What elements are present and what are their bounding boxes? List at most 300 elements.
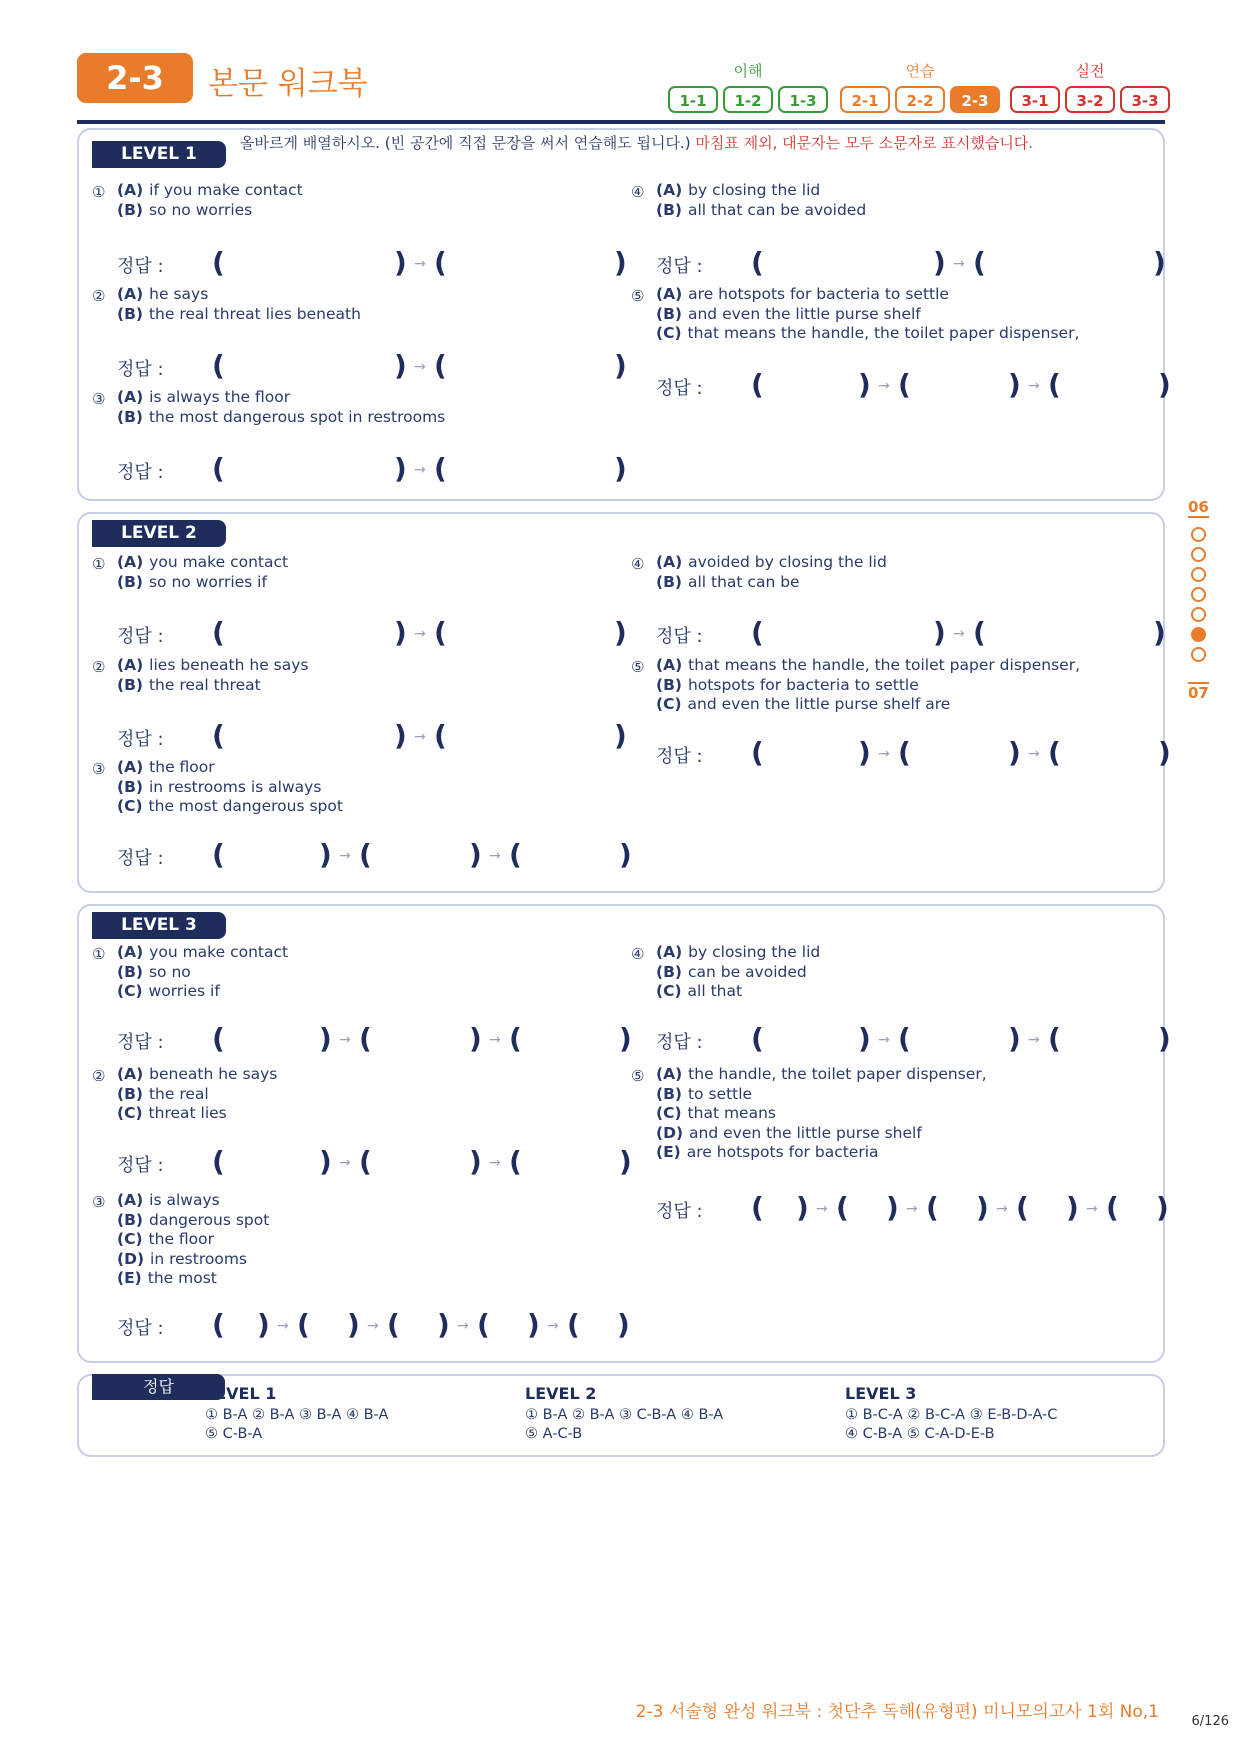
option-text: all that can be avoided (687, 200, 867, 219)
question-number-l1-q5: ⑤ (631, 287, 645, 305)
option-key: (B) (117, 1210, 143, 1229)
option-key: (B) (656, 1084, 682, 1103)
arrow-icon: → (414, 462, 426, 478)
close-paren: ) (614, 246, 627, 279)
option-l1-q4-1 (656, 181, 820, 201)
open-paren: ( (212, 719, 225, 752)
answer-label: 정답 : (117, 1155, 164, 1176)
open-paren: ( (567, 1308, 580, 1341)
answer-label: 정답 : (117, 462, 164, 483)
open-paren: ( (1106, 1191, 1119, 1224)
answer-key-level1: LEVEL 1 (205, 1384, 277, 1403)
tab-3-2[interactable]: 3-2 (1065, 86, 1115, 113)
option-text: you make contact (149, 553, 289, 571)
option-text: he says (149, 285, 209, 303)
open-paren: ( (973, 616, 986, 649)
open-paren: ( (898, 1022, 911, 1055)
close-paren: ) (1156, 1191, 1169, 1224)
answer-label: 정답 : (117, 1032, 164, 1053)
option-key: (B) (117, 1084, 143, 1103)
arrow-icon: → (878, 1032, 890, 1048)
option-key: (B) (656, 200, 682, 219)
open-paren: ( (509, 838, 522, 871)
open-paren: ( (359, 1145, 372, 1178)
answer-label: 정답 : (117, 1318, 164, 1339)
option-key: (B) (117, 407, 143, 426)
level2-label: LEVEL 2 (92, 520, 226, 547)
option-text: the real (148, 1084, 209, 1103)
option-text: all that (687, 982, 743, 1000)
level3-box (77, 904, 1165, 1363)
page-title: 본문 워크북 (208, 66, 368, 102)
option-key: (D) (117, 1249, 145, 1268)
open-paren: ( (751, 1022, 764, 1055)
open-paren: ( (212, 616, 225, 649)
option-text: so no worries (148, 200, 253, 219)
arrow-icon: → (367, 1318, 379, 1334)
option-l1-q2-2 (117, 305, 361, 325)
option-key: (B) (117, 675, 143, 694)
open-paren: ( (1048, 1022, 1061, 1055)
arrow-icon: → (489, 1155, 501, 1171)
close-paren: ) (976, 1191, 989, 1224)
option-key: (D) (656, 1123, 684, 1142)
open-paren: ( (212, 452, 225, 485)
answer-key-level1-line2: ⑤ C-B-A (205, 1426, 263, 1442)
option-text: that means the handle, the toilet paper dispenser, (687, 324, 1080, 342)
option-text: dangerous spot (148, 1210, 270, 1229)
answer-key-level3: LEVEL 3 (845, 1384, 917, 1403)
answer-line-l3-q5[interactable] (656, 1193, 1176, 1227)
option-text: avoided by closing the lid (688, 553, 887, 571)
option-key: (B) (117, 304, 143, 323)
side-dot-2[interactable] (1191, 547, 1206, 562)
side-dot-1[interactable] (1191, 527, 1206, 542)
instruction-main: 올바르게 배열하시오. (빈 공간에 직접 문장을 써서 연습해도 됩니다.) (240, 134, 691, 152)
option-text: beneath he says (149, 1065, 278, 1083)
option-l3-q5-2 (656, 1085, 752, 1105)
close-paren: ) (469, 838, 482, 871)
option-l3-q4-1 (656, 943, 820, 963)
close-paren: ) (1158, 1022, 1171, 1055)
close-paren: ) (394, 616, 407, 649)
close-paren: ) (1008, 1022, 1021, 1055)
option-l3-q5-1 (656, 1065, 987, 1085)
option-l3-q3-2 (117, 1211, 269, 1231)
option-text: worries if (148, 982, 220, 1000)
option-text: the most (147, 1269, 217, 1287)
option-key: (A) (117, 181, 144, 199)
question-number-l1-q4: ④ (631, 183, 645, 201)
close-paren: ) (858, 1022, 871, 1055)
tab-2-3[interactable]: 2-3 (950, 86, 1000, 113)
answer-line-l1-q4[interactable] (656, 248, 1176, 282)
close-paren: ) (319, 838, 332, 871)
close-paren: ) (469, 1022, 482, 1055)
answer-line-l3-q3[interactable] (117, 1310, 637, 1344)
option-text: by closing the lid (688, 943, 821, 961)
option-l3-q5-3 (656, 1104, 776, 1124)
answer-line-l1-q2[interactable] (117, 351, 637, 385)
side-dot-7[interactable] (1191, 647, 1206, 662)
open-paren: ( (751, 368, 764, 401)
option-l3-q2-3 (117, 1104, 227, 1124)
close-paren: ) (257, 1308, 270, 1341)
option-key: (E) (117, 1269, 142, 1287)
option-l3-q2-1 (117, 1065, 277, 1085)
answer-label: 정답 : (656, 1201, 703, 1222)
open-paren: ( (973, 246, 986, 279)
option-text: the most dangerous spot (148, 797, 343, 815)
close-paren: ) (469, 1145, 482, 1178)
open-paren: ( (477, 1308, 490, 1341)
option-l1-q3-2 (117, 408, 445, 428)
option-key: (A) (117, 656, 144, 674)
arrow-icon: → (996, 1201, 1008, 1217)
close-paren: ) (1008, 368, 1021, 401)
answer-line-l1-q5[interactable] (656, 370, 1176, 404)
open-paren: ( (212, 1308, 225, 1341)
option-l2-q5-2 (656, 676, 919, 696)
open-paren: ( (212, 838, 225, 871)
question-number-l2-q4: ④ (631, 555, 645, 573)
option-key: (E) (656, 1143, 681, 1161)
option-key: (B) (117, 572, 143, 591)
open-paren: ( (297, 1308, 310, 1341)
tab-1-1[interactable]: 1-1 (668, 86, 718, 113)
option-key: (A) (117, 1191, 144, 1209)
close-paren: ) (858, 368, 871, 401)
answer-line-l2-q5[interactable] (656, 738, 1176, 772)
option-l1-q1-2 (117, 201, 252, 221)
answer-line-l3-q4[interactable] (656, 1024, 1176, 1058)
option-l1-q3-1 (117, 388, 290, 408)
option-text: the real threat lies beneath (148, 304, 361, 323)
answer-key-badge: 정답 (92, 1374, 225, 1400)
option-key: (B) (117, 200, 143, 219)
arrow-icon: → (878, 378, 890, 394)
group-label-real: 실전 (1075, 62, 1105, 80)
option-key: (C) (117, 1104, 143, 1122)
arrow-icon: → (489, 848, 501, 864)
option-l3-q5-5 (656, 1143, 879, 1163)
option-text: threat lies (148, 1104, 227, 1122)
option-l3-q1-3 (117, 982, 220, 1002)
answer-key-level2: LEVEL 2 (525, 1384, 597, 1403)
close-paren: ) (347, 1308, 360, 1341)
option-key: (A) (117, 388, 144, 406)
arrow-icon: → (489, 1032, 501, 1048)
tab-1-3[interactable]: 1-3 (778, 86, 828, 113)
answer-label: 정답 : (117, 256, 164, 277)
option-l3-q3-4 (117, 1250, 247, 1270)
close-paren: ) (1066, 1191, 1079, 1224)
option-l2-q3-2 (117, 778, 321, 798)
option-text: so no worries if (148, 572, 267, 591)
open-paren: ( (898, 736, 911, 769)
close-paren: ) (619, 1145, 632, 1178)
option-text: and even the little purse shelf are (687, 695, 951, 713)
close-paren: ) (394, 452, 407, 485)
option-key: (B) (656, 962, 682, 981)
option-l1-q5-3 (656, 324, 1079, 344)
tab-2-1[interactable]: 2-1 (840, 86, 890, 113)
option-l3-q3-1 (117, 1191, 220, 1211)
option-text: lies beneath he says (149, 656, 309, 674)
close-paren: ) (886, 1191, 899, 1224)
option-text: is always the floor (149, 388, 291, 406)
answer-key-level3-line2: ④ C-B-A ⑤ C-A-D-E-B (845, 1426, 995, 1442)
option-l3-q1-1 (117, 943, 288, 963)
option-text: the floor (148, 1230, 215, 1248)
close-paren: ) (933, 616, 946, 649)
option-key: (A) (656, 943, 683, 961)
page-number: 6/126 (1191, 1714, 1229, 1729)
option-key: (C) (656, 982, 682, 1000)
option-key: (A) (656, 181, 683, 199)
answer-line-l1-q3[interactable] (117, 454, 637, 488)
close-paren: ) (1153, 246, 1166, 279)
option-key: (A) (117, 553, 144, 571)
option-text: in restrooms is always (148, 777, 322, 796)
option-text: by closing the lid (688, 181, 821, 199)
arrow-icon: → (339, 848, 351, 864)
answer-label: 정답 : (117, 729, 164, 750)
close-paren: ) (1008, 736, 1021, 769)
close-paren: ) (394, 719, 407, 752)
open-paren: ( (751, 1191, 764, 1224)
option-text: can be avoided (687, 962, 807, 981)
close-paren: ) (437, 1308, 450, 1341)
open-paren: ( (751, 736, 764, 769)
arrow-icon: → (906, 1201, 918, 1217)
header-divider (77, 120, 1165, 124)
option-key: (A) (656, 553, 683, 571)
footer-title: 2-3 서술형 완성 워크북 : 첫단추 독해(유형편) 미니모의고사 1회 No,1 (635, 1702, 1159, 1722)
option-l1-q4-2 (656, 201, 866, 221)
option-key: (B) (656, 675, 682, 694)
question-number-l2-q1: ① (92, 555, 106, 573)
arrow-icon: → (457, 1318, 469, 1334)
option-l3-q5-4 (656, 1124, 922, 1144)
side-dot-6[interactable] (1191, 627, 1206, 642)
open-paren: ( (212, 1145, 225, 1178)
option-l2-q4-2 (656, 573, 800, 593)
close-paren: ) (319, 1145, 332, 1178)
close-paren: ) (394, 349, 407, 382)
option-l2-q5-3 (656, 695, 950, 715)
close-paren: ) (614, 349, 627, 382)
question-number-l2-q2: ② (92, 658, 106, 676)
open-paren: ( (212, 1022, 225, 1055)
answer-label: 정답 : (656, 626, 703, 647)
open-paren: ( (751, 616, 764, 649)
option-text: you make contact (149, 943, 289, 961)
option-key: (C) (656, 695, 682, 713)
open-paren: ( (434, 452, 447, 485)
side-page-bottom: 07 (1188, 684, 1209, 702)
side-dot-4[interactable] (1191, 587, 1206, 602)
open-paren: ( (434, 719, 447, 752)
close-paren: ) (1153, 616, 1166, 649)
answer-line-l2-q4[interactable] (656, 618, 1176, 652)
option-text: the handle, the toilet paper dispenser, (688, 1065, 987, 1083)
open-paren: ( (898, 368, 911, 401)
option-text: are hotspots for bacteria to settle (688, 285, 949, 303)
open-paren: ( (212, 349, 225, 382)
option-l1-q2-1 (117, 285, 208, 305)
side-dot-3[interactable] (1191, 567, 1206, 582)
option-l3-q3-3 (117, 1230, 214, 1250)
option-text: the floor (149, 758, 215, 776)
option-l2-q3-1 (117, 758, 215, 778)
option-key: (C) (117, 1230, 143, 1248)
answer-label: 정답 : (656, 378, 703, 399)
option-key: (C) (656, 324, 682, 342)
side-page-top: 06 (1188, 498, 1209, 516)
option-text: the real threat (148, 675, 261, 694)
group-label-understand: 이해 (733, 62, 763, 80)
open-paren: ( (509, 1022, 522, 1055)
option-l2-q2-2 (117, 676, 261, 696)
close-paren: ) (617, 1308, 630, 1341)
close-paren: ) (796, 1191, 809, 1224)
answer-label: 정답 : (656, 256, 703, 277)
tab-3-1[interactable]: 3-1 (1010, 86, 1060, 113)
option-key: (A) (656, 656, 683, 674)
open-paren: ( (926, 1191, 939, 1224)
side-dot-5[interactable] (1191, 607, 1206, 622)
answer-key-level2-line1: ① B-A ② B-A ③ C-B-A ④ B-A (525, 1407, 724, 1423)
open-paren: ( (836, 1191, 849, 1224)
close-paren: ) (394, 246, 407, 279)
arrow-icon: → (953, 256, 965, 272)
answer-line-l2-q1[interactable] (117, 618, 637, 652)
question-number-l1-q3: ③ (92, 390, 106, 408)
open-paren: ( (387, 1308, 400, 1341)
open-paren: ( (1048, 368, 1061, 401)
arrow-icon: → (1028, 378, 1040, 394)
question-number-l3-q2: ② (92, 1067, 106, 1085)
option-key: (A) (117, 943, 144, 961)
arrow-icon: → (953, 626, 965, 642)
tab-3-3[interactable]: 3-3 (1120, 86, 1170, 113)
answer-label: 정답 : (656, 1032, 703, 1053)
answer-line-l2-q2[interactable] (117, 721, 637, 755)
open-paren: ( (359, 838, 372, 871)
arrow-icon: → (1028, 746, 1040, 762)
answer-key-level3-line1: ① B-C-A ② B-C-A ③ E-B-D-A-C (845, 1407, 1058, 1423)
question-number-l1-q2: ② (92, 287, 106, 305)
answer-label: 정답 : (656, 746, 703, 767)
option-text: hotspots for bacteria to settle (687, 675, 919, 694)
open-paren: ( (434, 349, 447, 382)
open-paren: ( (212, 246, 225, 279)
arrow-icon: → (414, 359, 426, 375)
tab-2-2[interactable]: 2-2 (895, 86, 945, 113)
question-number-l3-q3: ③ (92, 1193, 106, 1211)
option-l3-q4-2 (656, 963, 807, 983)
question-number-l2-q5: ⑤ (631, 658, 645, 676)
arrow-icon: → (1086, 1201, 1098, 1217)
option-key: (A) (117, 1065, 144, 1083)
answer-label: 정답 : (117, 359, 164, 380)
question-number-l2-q3: ③ (92, 760, 106, 778)
close-paren: ) (1158, 368, 1171, 401)
answer-line-l3-q1[interactable] (117, 1024, 637, 1058)
question-number-l1-q1: ① (92, 183, 106, 201)
close-paren: ) (619, 838, 632, 871)
arrow-icon: → (878, 746, 890, 762)
answer-label: 정답 : (117, 626, 164, 647)
answer-line-l1-q1[interactable] (117, 248, 637, 282)
group-label-practice: 연습 (905, 62, 935, 80)
option-key: (B) (656, 304, 682, 323)
arrow-icon: → (414, 626, 426, 642)
option-key: (A) (656, 1065, 683, 1083)
option-text: and even the little purse shelf (689, 1123, 922, 1142)
close-paren: ) (933, 246, 946, 279)
arrow-icon: → (277, 1318, 289, 1334)
close-paren: ) (319, 1022, 332, 1055)
open-paren: ( (359, 1022, 372, 1055)
option-l1-q5-2 (656, 305, 921, 325)
option-l3-q1-2 (117, 963, 191, 983)
answer-key-level2-line2: ⑤ A-C-B (525, 1426, 583, 1442)
option-key: (A) (117, 758, 144, 776)
question-number-l3-q1: ① (92, 945, 106, 963)
arrow-icon: → (414, 256, 426, 272)
option-text: that means the handle, the toilet paper dispenser, (688, 656, 1081, 674)
option-key: (A) (117, 285, 144, 303)
option-key: (B) (656, 572, 682, 591)
open-paren: ( (1016, 1191, 1029, 1224)
option-l1-q1-1 (117, 181, 303, 201)
answer-label: 정답 : (117, 848, 164, 869)
open-paren: ( (434, 616, 447, 649)
option-text: in restrooms (150, 1249, 247, 1268)
arrow-icon: → (816, 1201, 828, 1217)
open-paren: ( (751, 246, 764, 279)
arrow-icon: → (339, 1032, 351, 1048)
tab-1-2[interactable]: 1-2 (723, 86, 773, 113)
answer-line-l2-q3[interactable] (117, 840, 637, 874)
section-badge: 2-3 (77, 53, 193, 103)
option-l2-q4-1 (656, 553, 887, 573)
answer-line-l3-q2[interactable] (117, 1147, 637, 1181)
option-key: (B) (117, 962, 143, 981)
option-text: so no (148, 962, 191, 981)
option-l3-q4-3 (656, 982, 742, 1002)
option-l3-q2-2 (117, 1085, 209, 1105)
question-number-l3-q5: ⑤ (631, 1067, 645, 1085)
option-text: all that can be (687, 572, 800, 591)
option-key: (B) (117, 777, 143, 796)
close-paren: ) (619, 1022, 632, 1055)
option-text: are hotspots for bacteria (686, 1143, 879, 1161)
option-key: (C) (117, 982, 143, 1000)
option-l2-q2-1 (117, 656, 309, 676)
option-l2-q5-1 (656, 656, 1080, 676)
level1-label: LEVEL 1 (92, 141, 226, 168)
option-l2-q1-1 (117, 553, 288, 573)
option-l3-q3-5 (117, 1269, 217, 1289)
option-text: to settle (687, 1084, 753, 1103)
open-paren: ( (509, 1145, 522, 1178)
option-key: (C) (656, 1104, 682, 1122)
option-key: (C) (117, 797, 143, 815)
instruction-note: 마침표 제외, 대문자는 모두 소문자로 표시했습니다. (690, 134, 1034, 152)
